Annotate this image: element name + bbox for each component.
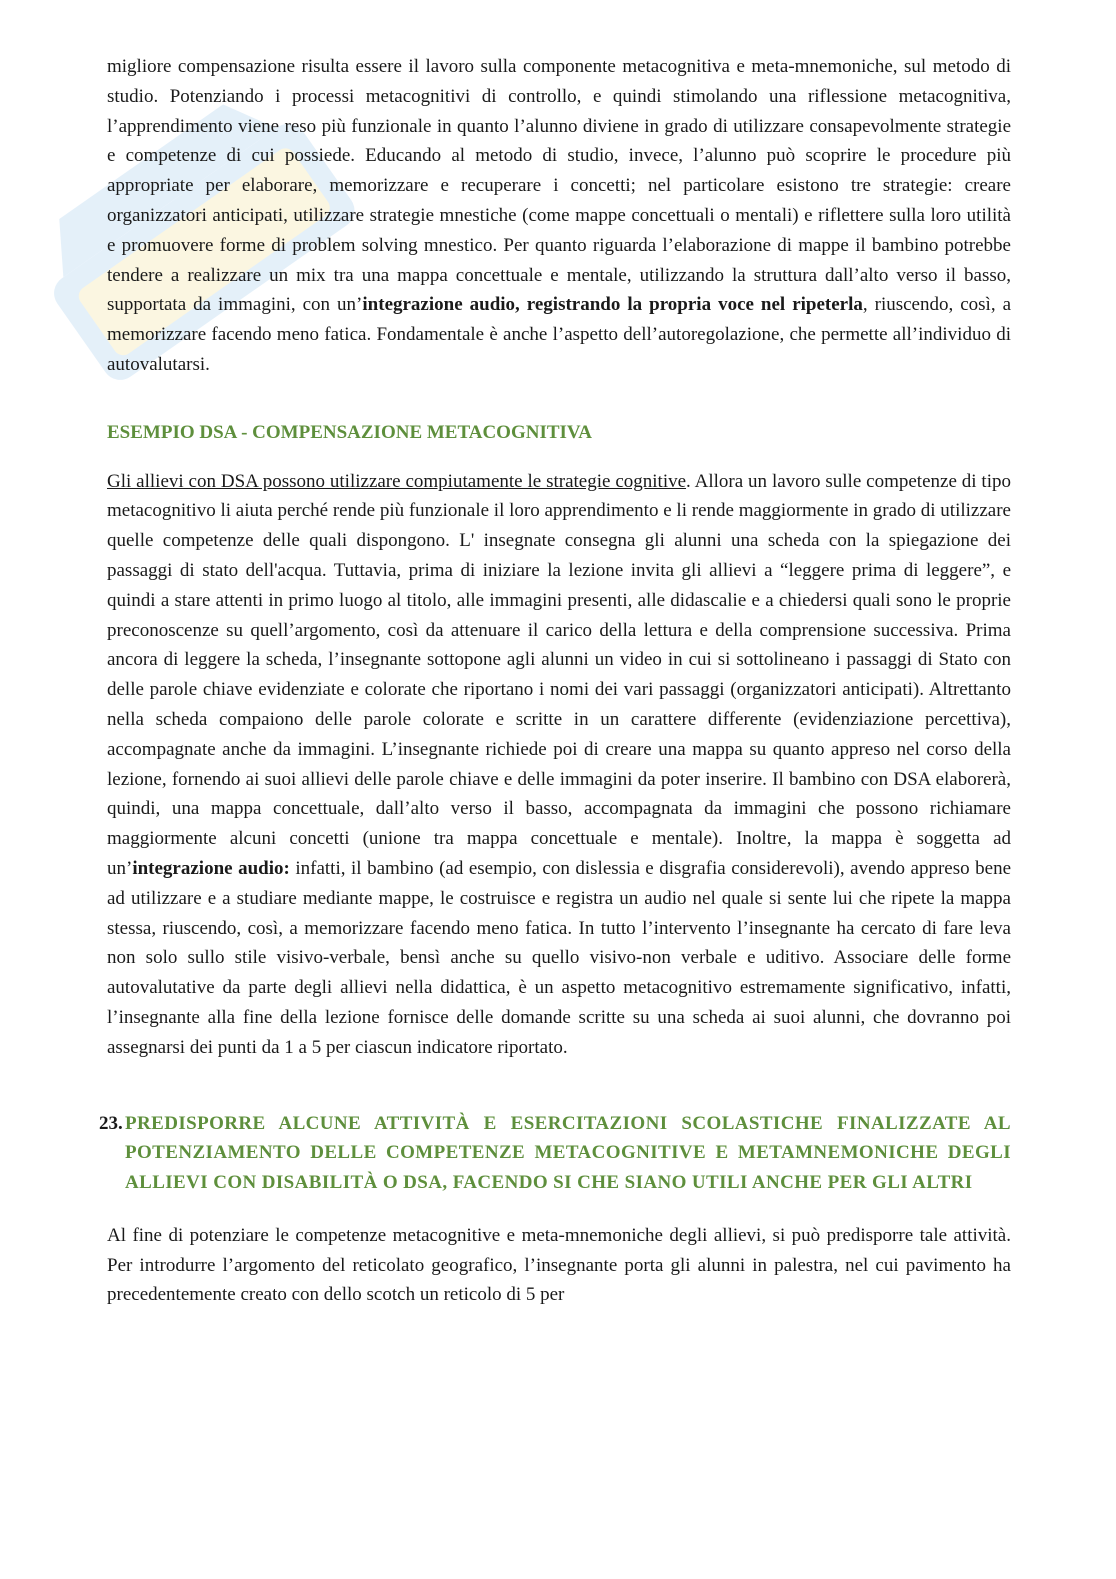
example-heading: ESEMPIO DSA - COMPENSAZIONE METACOGNITIVA	[107, 421, 592, 443]
paragraph-1: migliore compensazione risulta essere il lavoro sulla componente metacognitiva e meta-mnemoniche, sul metodo di studio. Potenziando i processi metacognitivi di controllo, e quindi stimolando una riflessione metacognitiva, l’apprendimento viene reso più funzionale in quanto l’alunno diviene in grado di utilizzare consapevolmente strategie e competenze di cui possiede. Educando al metodo di studio, invece, l’alunno può scoprire le procedure più appropriate per elaborare, memorizzare e recuperare i concetti; nel particolare esistono tre strategie: creare organizzatori anticipati, utilizzare strategie mnestiche (come mappe concettuali o mentali) e riflettere sulla loro utilità e promuovere forme di problem solving mnestico. Per quanto riguarda l’elaborazione di mappe il bambino potrebbe tendere a realizzare un mix tra una mappa concettuale e mentale, utilizzando la struttura dall’alto verso il basso, supportata da immagini, con un’integrazione audio, registrando la propria voce nel ripeterla, riuscendo, così, a memorizzare facendo meno fatica. Fondamentale è anche l’aspetto dell’autoregolazione, che permette all’individuo di autovalutarsi.	[107, 56, 1012, 375]
document-page	[99, 52, 1012, 1310]
question-number: 23.	[99, 1112, 123, 1134]
bold-phrase: integrazione audio, registrando la propria voce nel ripeterla	[362, 294, 863, 316]
underlined-phrase: Gli allievi con DSA possono utilizzare compiutamente le strategie cognitive	[107, 470, 687, 492]
bold-phrase: integrazione audio:	[132, 857, 290, 879]
question-title: PREDISPORRE ALCUNE ATTIVITÀ E ESERCITAZIONI SCOLASTICHE FINALIZZATE AL POTENZIAMENTO DELLE COMPETENZE METACOGNITIVE E METAMNEMONICHE DEGLI ALLIEVI CON DISABILITÀ O DSA, FACENDO SI CHE SIANO UTILI ANCHE PER GLI ALTRI	[125, 1112, 1011, 1194]
question-heading	[99, 1109, 1011, 1198]
paragraph-2: Gli allievi con DSA possono utilizzare compiutamente le strategie cognitive. Allora un lavoro sulle competenze di tipo metacognitivo li aiuta perché rende più funzionale il loro apprendimento e li rende maggiormente in grado di utilizzare quelle competenze delle quali dispongono. L' insegnate consegna gli alunni una scheda con la spiegazione dei passaggi di stato dell'acqua. Tuttavia, prima di iniziare la lezione invita gli allievi a “leggere prima di leggere”, e quindi a stare attenti in primo luogo al titolo, alle immagini presenti, alle didascalie e a chiedersi quali sono le proprie preconoscenze su quell’argomento, così da attenuare il carico della lettura e della comprensione successiva. Prima ancora di leggere la scheda, l’insegnante sottopone agli alunni un video in cui si sottolineano i passaggi di Stato con delle parole chiave evidenziate e colorate che riportano i nomi dei vari passaggi (organizzatori anticipati). Altrettanto nella scheda compaiono delle parole colorate e scritte in un carattere differente (evidenziazione percettiva), accompagnate anche da immagini. L’insegnante richiede poi di creare una mappa su quanto appreso nel corso della lezione, fornendo ai suoi allievi delle parole chiave e delle immagini da poter inserire. Il bambino con DSA elaborerà, quindi, una mappa concettuale, dall’alto verso il basso, accompagnata da immagini che possono richiamare maggiormente alcuni concetti (unione tra mappa concettuale e mentale). Inoltre, la mappa è soggetta ad un’integrazione audio: infatti, il bambino (ad esempio, con dislessia e disgrafia considerevoli), avendo appreso bene ad utilizzare e a studiare mediante mappe, le costruisce e registra un audio nel quale si sente lui che ripete la mappa stessa, riuscendo, così, a memorizzare facendo meno fatica. In tutto l’intervento l’insegnante ha cercato di fare leva non solo sullo stile visivo-verbale, bensì anche su quello visivo-non verbale e uditivo. Associare delle forme autovalutative da parte degli allievi nella didattica, è un aspetto metacognitivo estremamente significativo, infatti, l’insegnante alla fine della lezione fornisce delle domande scritte su una scheda ai suoi alunni, che dovranno poi assegnarsi dei punti da 1 a 5 per ciascun indicatore riportato.	[107, 470, 1011, 1058]
paragraph-3: Al fine di potenziare le competenze metacognitive e meta-mnemoniche degli allievi, si può predisporre tale attività. Per introdurre l’argomento del reticolato geografico, l’insegnante porta gli alunni in palestra, nel cui pavimento ha precedentemente creato con dello scotch un reticolo di 5 per	[107, 1224, 1011, 1306]
